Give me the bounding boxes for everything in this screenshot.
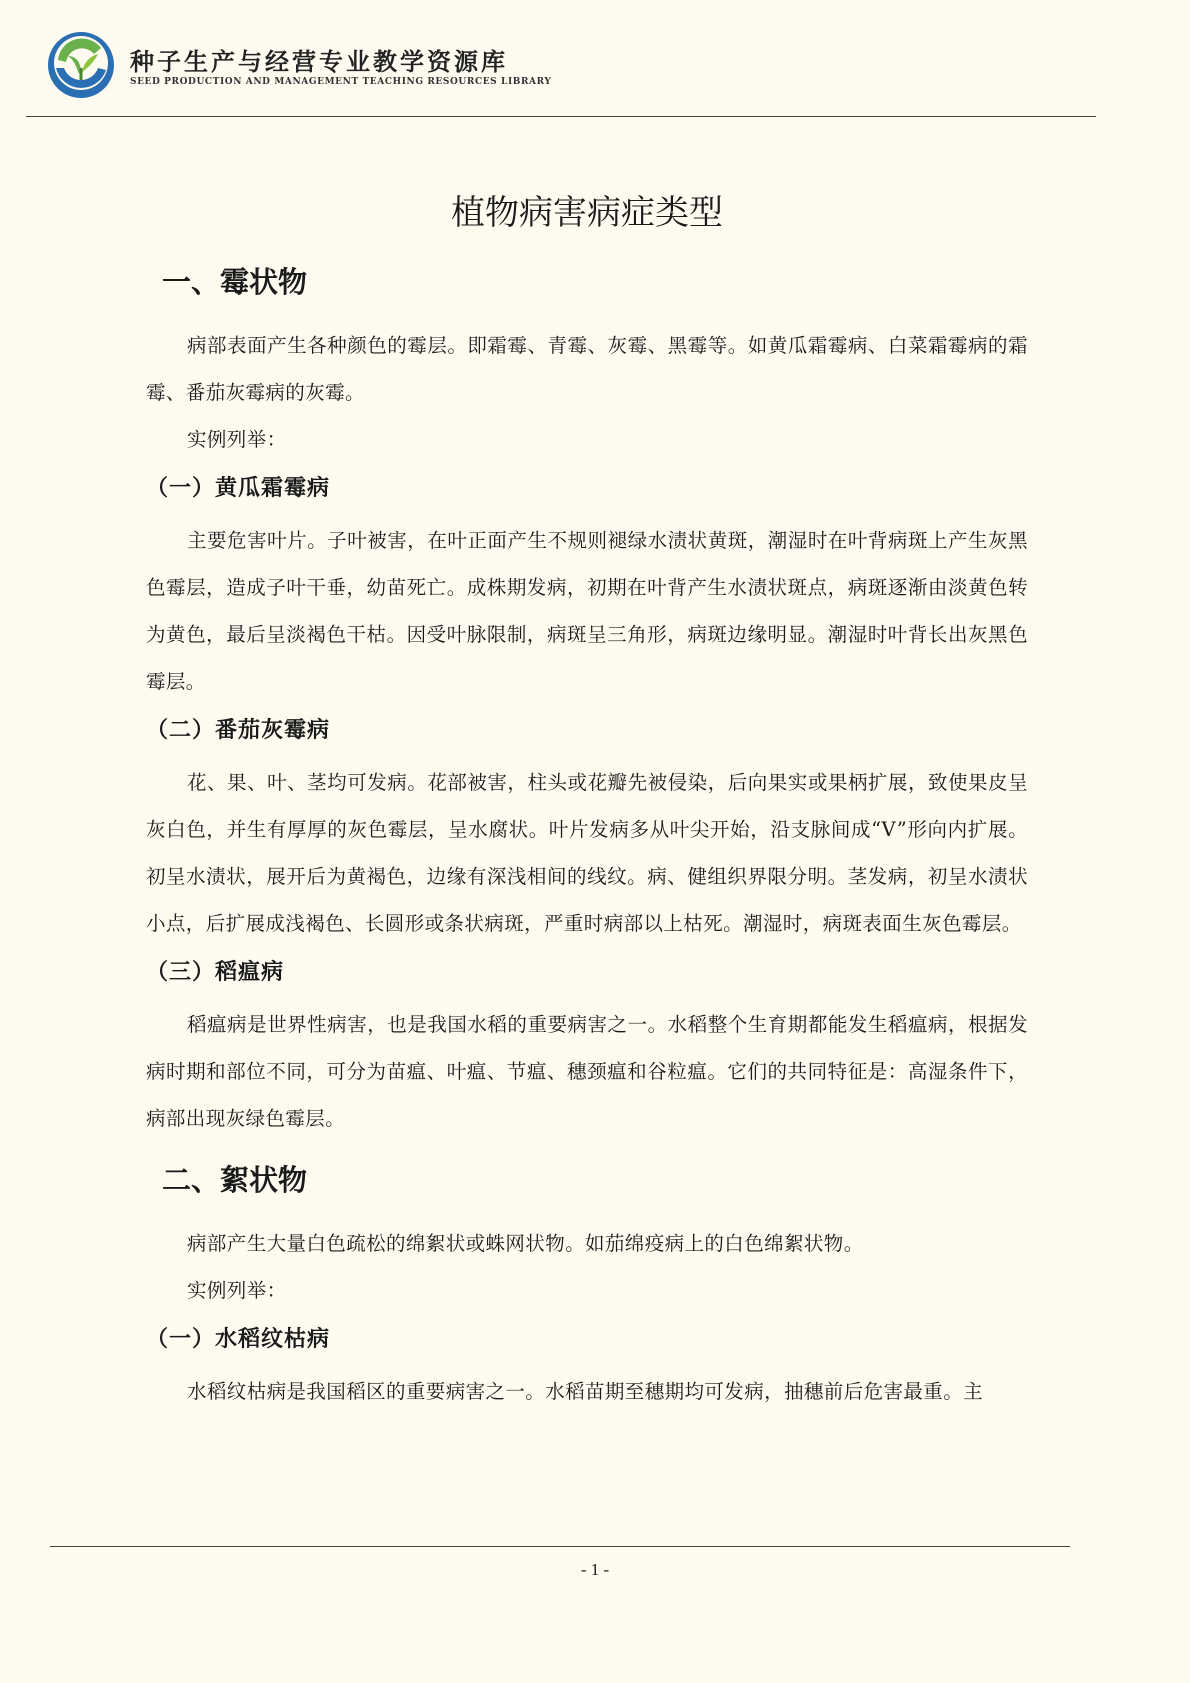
brand-title-en: SEED PRODUCTION AND MANAGEMENT TEACHING RESOURCES LIBRARY	[130, 77, 552, 87]
subsection-text: 花、果、叶、茎均可发病。花部被害，柱头或花瓣先被侵染，后向果实或果柄扩展，致使果皮呈灰白色，并生有厚厚的灰色霉层，呈水腐状。叶片发病多从叶尖开始，沿支脉间成“V”形向内扩展。初呈水渍状，展开后为黄褐色，边缘有深浅相间的线纹。病、健组织界限分明。茎发病，初呈水渍状小点，后扩展成浅褐色、长圆形或条状病斑，严重时病部以上枯死。潮湿时，病斑表面生灰色霉层。	[146, 771, 1028, 935]
subsection-text: 稻瘟病是世界性病害，也是我国水稻的重要病害之一。水稻整个生育期都能发生稻瘟病，根据发病时期和部位不同，可分为苗瘟、叶瘟、节瘟、穗颈瘟和谷粒瘟。它们的共同特征是：高湿条件下，病部出现灰绿色霉层。	[146, 1013, 1028, 1130]
footer-divider	[50, 1546, 1070, 1547]
document-body	[146, 186, 1028, 1415]
section-heading: 二、絮状物	[162, 1163, 308, 1197]
brand-title-cn: 种子生产与经营专业教学资源库	[130, 48, 508, 76]
header-divider	[26, 116, 1096, 117]
subsection-heading: （二）番茄灰霉病	[146, 718, 331, 743]
page-number: - 1 -	[580, 1560, 610, 1579]
subsection-heading: （一）黄瓜霜霉病	[146, 476, 331, 501]
subsection-text: 水稻纹枯病是我国稻区的重要病害之一。水稻苗期至穗期均可发病，抽穗前后危害最重。主	[187, 1380, 984, 1403]
subsection-text: 主要危害叶片。子叶被害，在叶正面产生不规则褪绿水渍状黄斑，潮湿时在叶背病斑上产生灰黑色霉层，造成子叶干垂，幼苗死亡。成株期发病，初期在叶背产生水渍状斑点，病斑逐渐由淡黄色转为黄色，最后呈淡褐色干枯。因受叶脉限制，病斑呈三角形，病斑边缘明显。潮湿时叶背长出灰黑色霉层。	[146, 529, 1028, 693]
section-mold	[146, 260, 1028, 1142]
document-title: 植物病害病症类型	[451, 193, 723, 233]
section-heading: 一、霉状物	[162, 265, 308, 299]
examples-label: 实例列举：	[187, 428, 287, 451]
section-intro: 病部产生大量白色疏松的绵絮状或蛛网状物。如茄绵疫病上的白色绵絮状物。	[187, 1232, 864, 1255]
page-header	[46, 30, 1096, 100]
subsection-heading: （一）水稻纹枯病	[146, 1327, 331, 1352]
subsection-heading: （三）稻瘟病	[146, 960, 285, 985]
examples-label: 实例列举：	[187, 1279, 287, 1302]
section-intro: 病部表面产生各种颜色的霉层。即霜霉、青霉、灰霉、黑霉等。如黄瓜霜霉病、白菜霜霉病的霜霉、番茄灰霉病的灰霉。	[146, 334, 1028, 404]
seedling-logo-icon	[46, 30, 116, 100]
section-floc	[146, 1158, 1028, 1415]
